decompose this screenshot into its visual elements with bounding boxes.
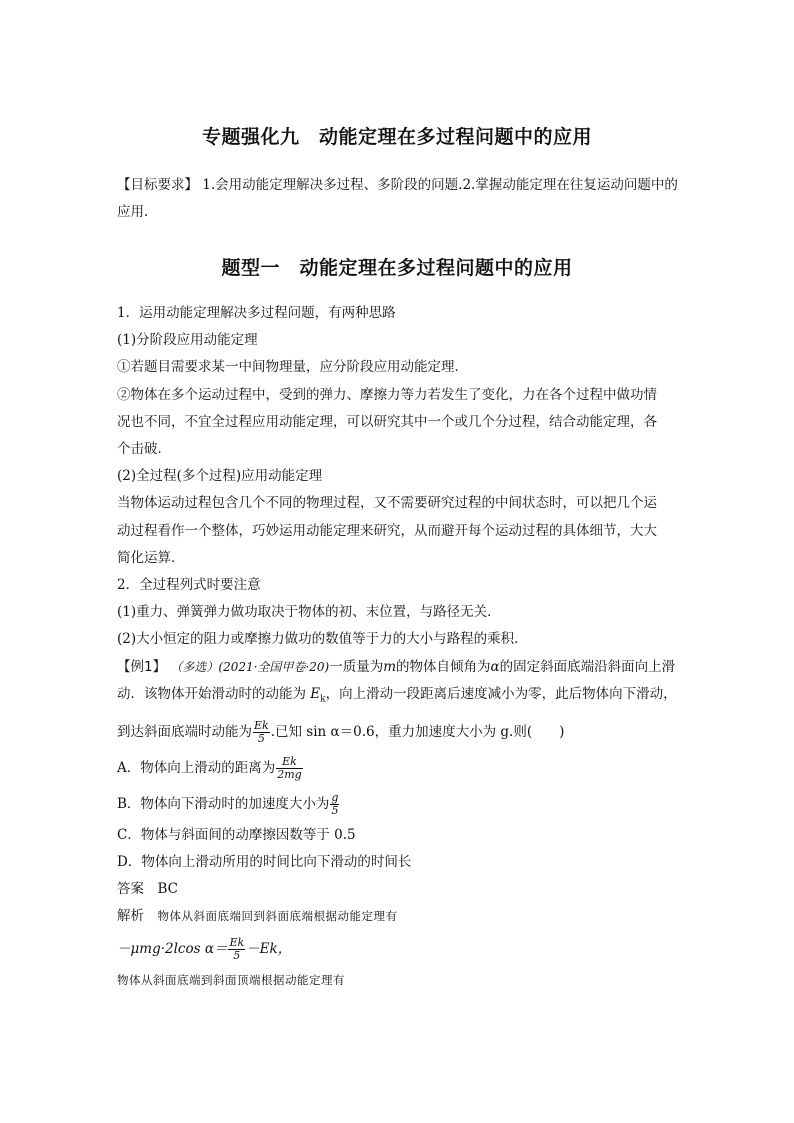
page-title: 专题强化九 动能定理在多过程问题中的应用 <box>201 126 592 148</box>
option-a: A．物体向上滑动的距离为 $\frac{Ek}{2mg}$ <box>117 755 302 781</box>
fraction-ek-over-5: $\frac{Ek}{5}$ <box>254 719 269 745</box>
fraction-ek-over-2mg: $\frac{Ek}{2mg}$ <box>277 755 302 781</box>
paragraph: 简化运算． <box>117 549 185 566</box>
option-c: C．物体与斜面间的动摩擦因数等于 0.5 <box>117 826 356 843</box>
point-2-heading: 2．全过程列式时要注意 <box>117 577 261 594</box>
goal-tag: 【目标要求】 <box>117 177 198 193</box>
point-1-heading: 1．运用动能定理解决多过程问题，有两种思路 <box>117 305 396 321</box>
paragraph: (2)大小恒定的阻力或摩擦力做功的数值等于力的大小与路程的乘积． <box>117 631 528 648</box>
option-d: D．物体向上滑动所用的时间比向下滑动的时间长 <box>117 853 412 870</box>
answer: 答案 BC <box>117 881 179 898</box>
subpoint-1-heading: (1)分阶段应用动能定理 <box>117 332 258 349</box>
paragraph: 况也不同，不宜全过程应用动能定理，可以研究其中一个或几个分过程，结合动能定理，各 <box>117 413 657 430</box>
example-tag: 【例1】 <box>117 658 167 675</box>
example-line-1: 【例1】 （多选）(2021·全国甲卷·20)一质量为m的物体自倾角为α的固定斜面底端沿斜面向上滑 <box>117 658 676 675</box>
goal-requirements <box>117 172 682 226</box>
fraction-g-over-5: $\frac{g}{5}$ <box>331 791 339 817</box>
paragraph: 个击破． <box>117 441 171 458</box>
analysis-line-1: 解析 物体从斜面底端回到斜面底端根据动能定理有 <box>117 908 398 925</box>
analysis-equation: －μmg·2lcos α＝ $\frac{Ek}{5}$ －Ek， <box>117 936 292 962</box>
analysis-label: 解析 <box>117 908 158 925</box>
goal-text: 1.会用动能定理解决多过程、多阶段的问题.2.掌握动能定理在往复运动问题中的 <box>198 177 678 193</box>
example-line-3: 到达斜面底端时动能为 $\frac{Ek}{5}$ .已知 sin α＝0.6，重力加速度大小为 g.则( ) <box>117 719 565 745</box>
example-line-2: 动．该物体开始滑动时的动能为 $E_k$，向上滑动一段距离后速度减小为零，此后物体向下滑动， <box>117 685 677 705</box>
example-source: （多选）(2021·全国甲卷·20) <box>170 659 330 674</box>
paragraph: ②物体在多个运动过程中，受到的弹力、摩擦力等力若发生了变化，力在各个过程中做功情 <box>117 386 657 403</box>
analysis-line-2: 物体从斜面底端到斜面顶端根据动能定理有 <box>117 972 345 987</box>
option-b: B．物体向下滑动时的加速度大小为 $\frac{g}{5}$ <box>117 791 339 817</box>
paragraph: 动过程看作一个整体，巧妙运用动能定理来研究，从而避开每个运动过程的具体细节，大大 <box>117 522 657 539</box>
main-body <box>117 300 682 994</box>
subpoint-2-heading: (2)全过程(多个过程)应用动能定理 <box>117 468 323 485</box>
section-title: 题型一 动能定理在多过程问题中的应用 <box>221 257 573 279</box>
paragraph: ①若题目需要求某一中间物理量，应分阶段应用动能定理． <box>117 359 468 376</box>
fraction-ek-over-5: $\frac{Ek}{5}$ <box>229 936 245 962</box>
paragraph: (1)重力、弹簧弹力做功取决于物体的初、末位置，与路径无关． <box>117 604 501 621</box>
paragraph: 当物体运动过程包含几个不同的物理过程，又不需要研究过程的中间状态时，可以把几个运 <box>117 495 657 512</box>
goal-text-continued: 应用. <box>117 204 149 220</box>
